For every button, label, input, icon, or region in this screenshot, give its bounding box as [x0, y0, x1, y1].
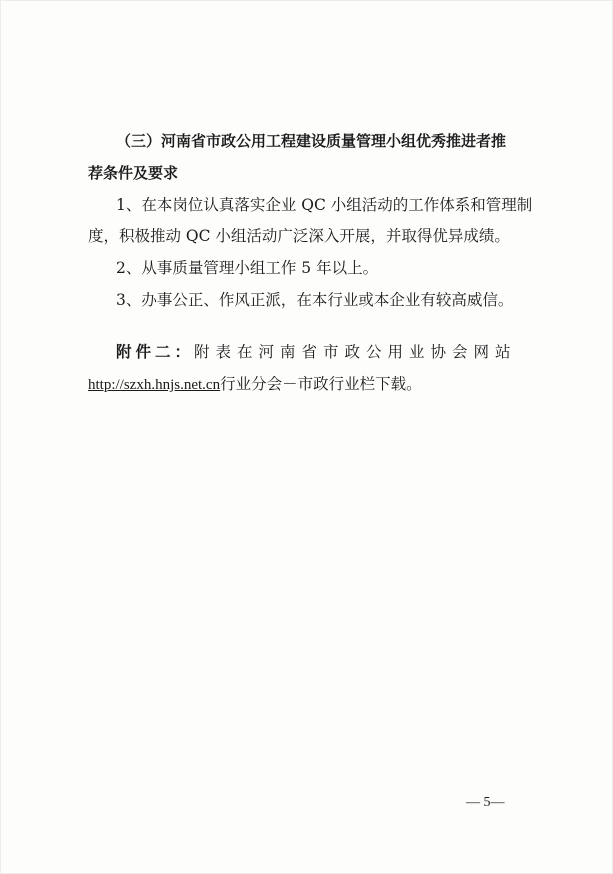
attachment-url-link[interactable]: http://szxh.hnjs.net.cn [88, 377, 221, 393]
attachment-label: 附件二： [116, 343, 195, 361]
section-heading-line1: （三）河南省市政公用工程建设质量管理小组优秀推进者推 [116, 132, 507, 150]
item-1-line2: 度，积极推动 QC 小组活动广泛深入开展，并取得优异成绩。 [88, 227, 510, 245]
item-1-line1: 1、在本岗位认真落实企业 QC 小组活动的工作体系和管理制 [116, 196, 533, 214]
item-2: 2、从事质量管理小组工作 5 年以上。 [116, 259, 379, 277]
attachment-line1 [116, 342, 556, 362]
item-3: 3、办事公正、作风正派，在本行业或本企业有较高威信。 [116, 291, 514, 309]
section-heading-line2: 荐条件及要求 [88, 164, 179, 182]
attachment-line2 [88, 374, 528, 395]
attachment-text-line2: 行业分会－市政行业栏下载。 [220, 375, 422, 393]
attachment-text-line1: 附表在河南省市政公用业协会网站 [194, 343, 517, 361]
page-number: — 5— [466, 795, 505, 810]
